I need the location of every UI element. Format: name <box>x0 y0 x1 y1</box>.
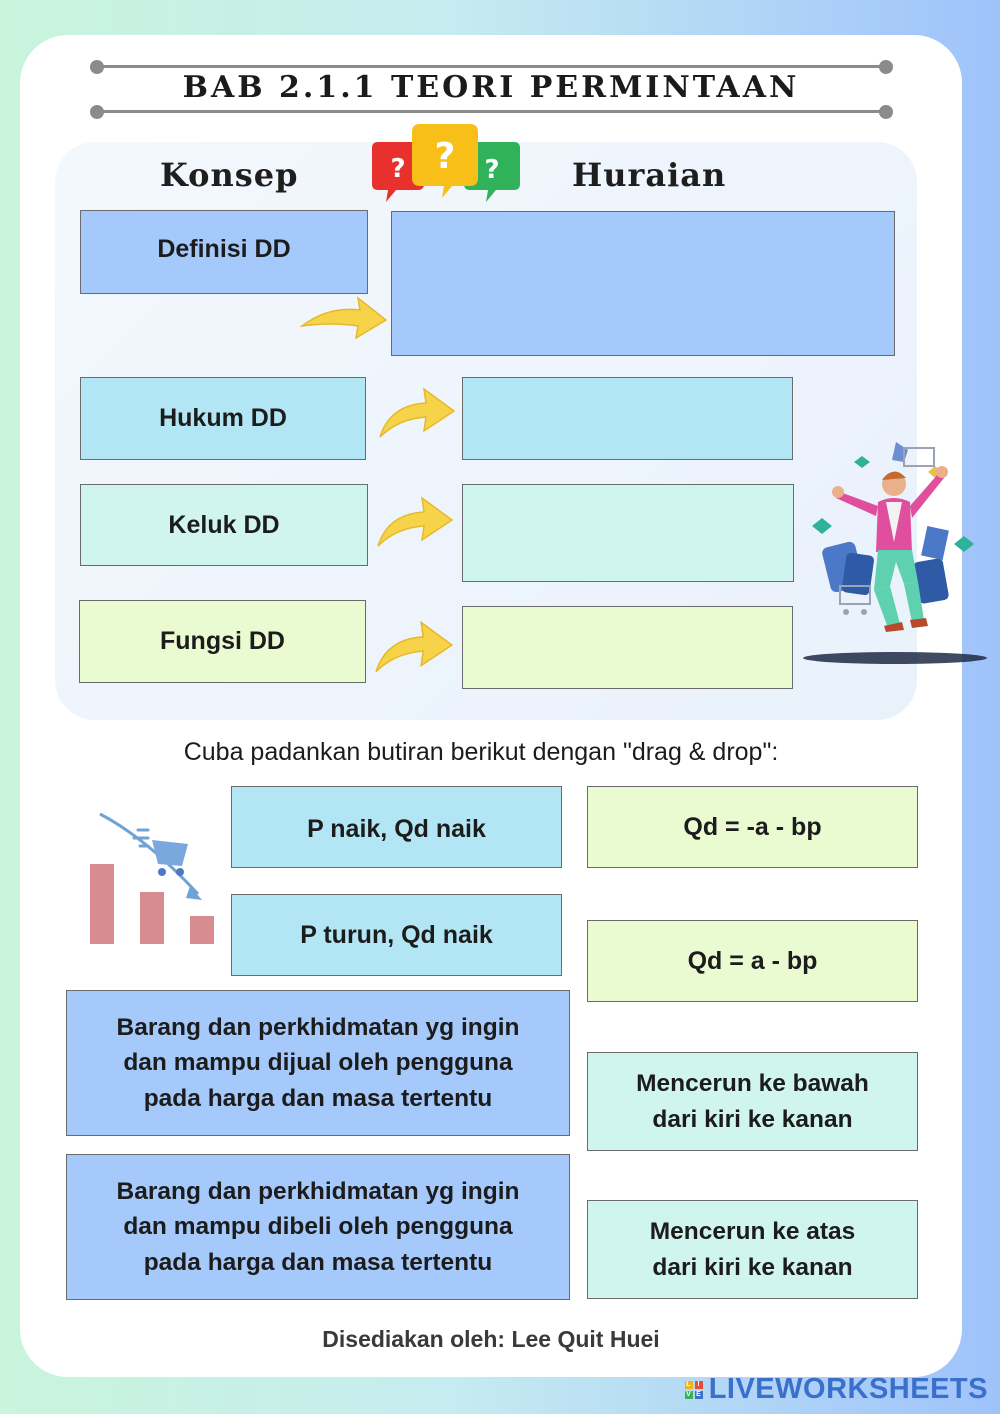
choice-text-line: Mencerun ke bawah <box>636 1069 869 1097</box>
choice-keluk-bawah[interactable] <box>587 1052 918 1151</box>
logo-letter: I <box>695 1381 703 1389</box>
answer-dropzone-fungsi[interactable] <box>462 606 793 689</box>
svg-text:?: ? <box>390 154 406 184</box>
choice-fungsi-negatif[interactable]: Qd = -a - bp <box>587 786 918 868</box>
concept-keluk-dd[interactable]: Keluk DD <box>80 484 368 566</box>
concept-definisi-dd[interactable]: Definisi DD <box>80 210 368 294</box>
choice-p-naik[interactable]: P naik, Qd naik <box>231 786 562 868</box>
answer-dropzone-definisi[interactable] <box>391 211 895 356</box>
page-title: BAB 2.1.1 TEORI PERMINTAAN <box>182 70 800 105</box>
falling-sales-chart-icon <box>86 808 216 948</box>
logo-letter: E <box>696 1390 702 1398</box>
choice-p-turun[interactable]: P turun, Qd naik <box>231 894 562 976</box>
rule-dot <box>90 105 104 119</box>
shopper-illustration <box>800 432 990 668</box>
svg-text:?: ? <box>434 136 456 177</box>
brand-name: LIVEWORKSHEETS <box>708 1373 988 1405</box>
liveworksheets-logo-icon <box>685 1381 703 1399</box>
choice-keluk-atas[interactable] <box>587 1200 918 1299</box>
answer-dropzone-keluk[interactable] <box>462 484 794 582</box>
choice-fungsi[interactable]: Qd = a - bp <box>587 920 918 1002</box>
choice-text-line: dari kiri ke kanan <box>652 1105 853 1133</box>
curved-arrow-icon <box>376 381 458 441</box>
title-rule-bottom <box>96 110 886 113</box>
choice-text-line: pada harga dan masa tertentu <box>143 1248 493 1276</box>
title-rule-top <box>96 65 886 68</box>
concept-fungsi-dd[interactable]: Fungsi DD <box>79 600 366 683</box>
curved-arrow-icon <box>373 490 457 550</box>
choice-text-line: dan mampu dibeli oleh pengguna <box>123 1213 513 1241</box>
choice-text-line: pada harga dan masa tertentu <box>143 1084 493 1112</box>
instruction-text: Cuba padankan butiran berikut dengan "drag & drop": <box>183 738 779 766</box>
choice-definisi-dijual[interactable] <box>66 990 570 1136</box>
answer-dropzone-hukum[interactable] <box>462 377 793 460</box>
liveworksheets-brand[interactable] <box>685 1373 988 1406</box>
choice-text-line: Mencerun ke atas <box>649 1217 856 1245</box>
choice-text-line: dan mampu dijual oleh pengguna <box>123 1049 513 1077</box>
curved-arrow-icon <box>372 614 456 676</box>
rule-dot <box>879 105 893 119</box>
author-credit: Disediakan oleh: Lee Quit Huei <box>322 1326 660 1352</box>
logo-letter: L <box>686 1380 692 1388</box>
concept-hukum-dd[interactable]: Hukum DD <box>80 377 366 460</box>
choice-definisi-dibeli[interactable] <box>66 1154 570 1300</box>
svg-text:?: ? <box>484 155 500 185</box>
question-bubbles-icon <box>366 122 526 204</box>
choice-text-line: Barang dan perkhidmatan yg ingin <box>116 1177 520 1205</box>
choice-text-line: Barang dan perkhidmatan yg ingin <box>116 1013 520 1041</box>
column-header-concept: Konsep <box>160 156 299 194</box>
choice-text-line: dari kiri ke kanan <box>652 1253 853 1281</box>
column-header-description: Huraian <box>572 156 727 194</box>
logo-letter: V <box>686 1390 692 1398</box>
curved-arrow-icon <box>298 292 390 348</box>
